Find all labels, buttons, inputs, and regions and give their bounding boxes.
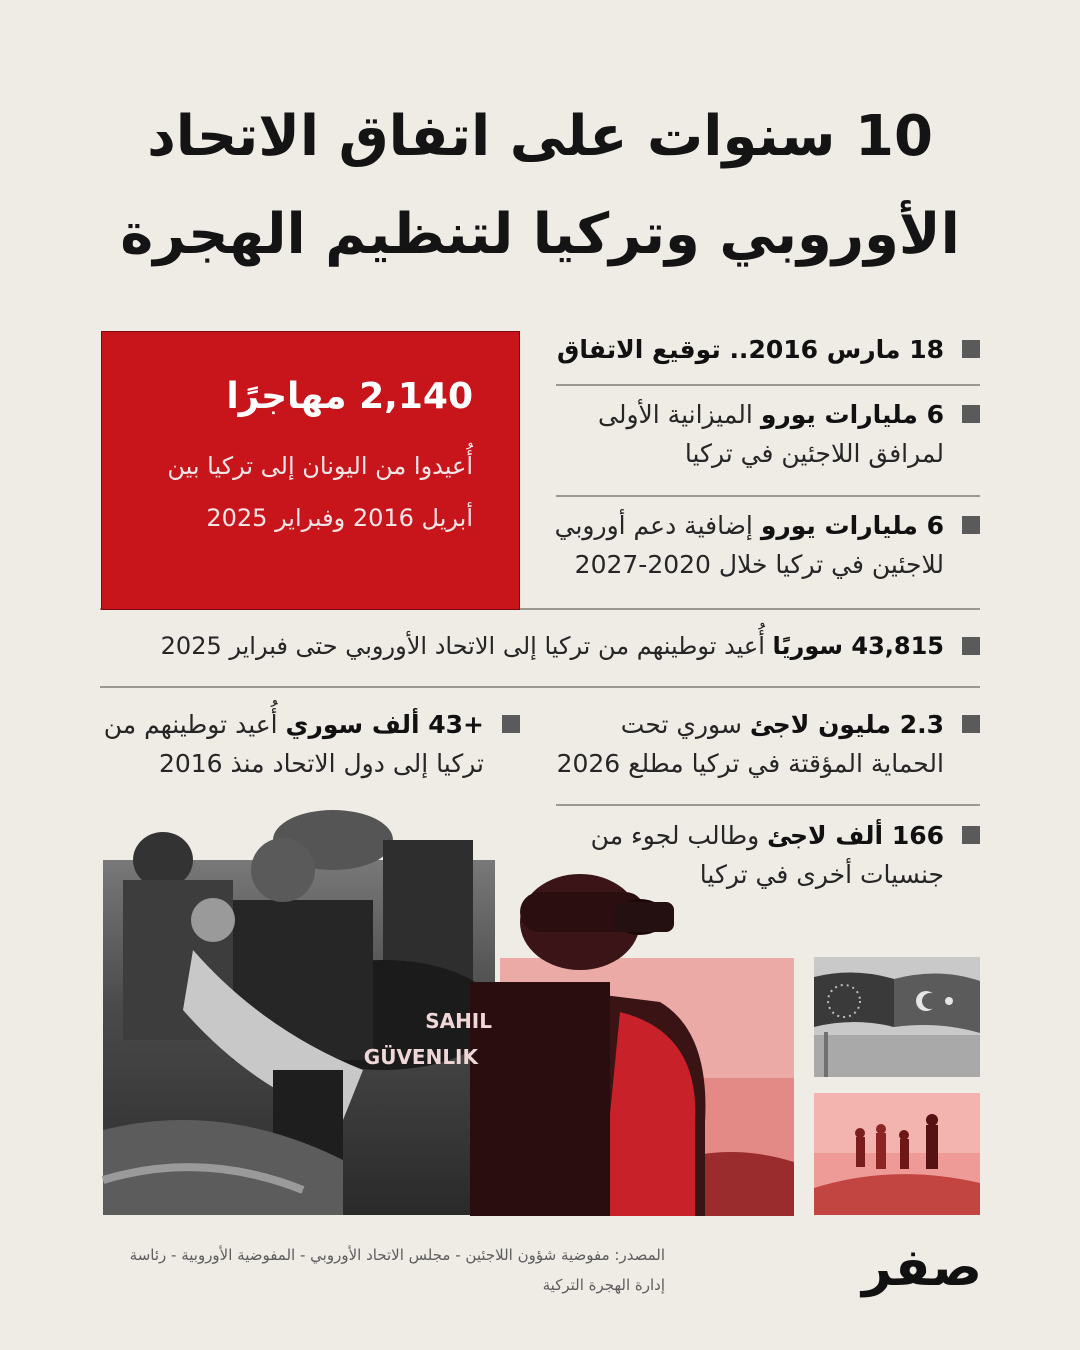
fact-resettled-since-2016: +43 ألف سوري أُعيد توطينهم من تركيا إلى دول الاتحاد منذ 2016 [103, 710, 484, 778]
bullet-square-icon [962, 637, 980, 655]
divider [556, 495, 980, 497]
page-title [100, 88, 980, 284]
fact-first-budget: 6 مليارات يورو الميزانية الأولى لمرافق اللاجئين في تركيا [597, 400, 944, 468]
fact-resettled-syrians: 43,815 سوريًا أُعيد توطينهم من تركيا إلى الاتحاد الأوروبي حتى فبراير 2025 [160, 632, 944, 660]
bullet-square-icon [962, 405, 980, 423]
bullet-square-icon [502, 715, 520, 733]
brand-wordmark: صفر [861, 1238, 982, 1298]
fact-signing-date: 18 مارس 2016.. توقيع الاتفاق [557, 335, 944, 364]
divider [100, 686, 980, 688]
vest-label-sahil: SAHIL [425, 1009, 492, 1033]
divider [556, 804, 980, 806]
bullet-square-icon [962, 340, 980, 358]
vest-label-guvenlik: GÜVENLIK [363, 1045, 478, 1069]
fact-syrian-refugees-count: 2.3 مليون لاجئ سوري تحت الحماية المؤقتة في تركيا مطلع 2026 [556, 710, 944, 778]
flags-photo-image [814, 957, 980, 1077]
source-citation: المصدر: مفوضية شؤون اللاجئين - مجلس الاتحاد الأوروبي - المفوضية الأوروبية - رئاسة إدارة الهجرة التركية [129, 1246, 665, 1294]
rescue-photo [103, 800, 495, 1215]
fact-other-nationalities: 166 ألف لاجئ وطالب لجوء من جنسيات أخرى في تركيا [590, 821, 944, 889]
bullet-square-icon [962, 715, 980, 733]
refugees-walking-photo [814, 1093, 980, 1215]
divider [556, 384, 980, 386]
highlight-text: أُعيدوا من اليونان إلى تركيا بين أبريل 2016 وفبراير 2025 [167, 452, 473, 532]
fact-additional-support: 6 مليارات يورو إضافية دعم أوروبي للاجئين في تركيا خلال 2020-2027 [554, 511, 944, 579]
refugees-walking-photo-image [814, 1093, 980, 1215]
rescue-photo-image [103, 800, 495, 1215]
title-line-1: 10 سنوات على اتفاق الاتحاد [147, 104, 933, 169]
highlight-number: 2,140 مهاجرًا [226, 376, 473, 417]
coast-guard-photo-image [363, 862, 794, 1216]
bullet-square-icon [962, 826, 980, 844]
bullet-square-icon [962, 516, 980, 534]
flags-photo [814, 957, 980, 1077]
highlight-box [101, 331, 520, 610]
brand-logo [861, 1236, 982, 1300]
coast-guard-photo [363, 862, 794, 1216]
title-line-2: الأوروبي وتركيا لتنظيم الهجرة [120, 202, 960, 267]
